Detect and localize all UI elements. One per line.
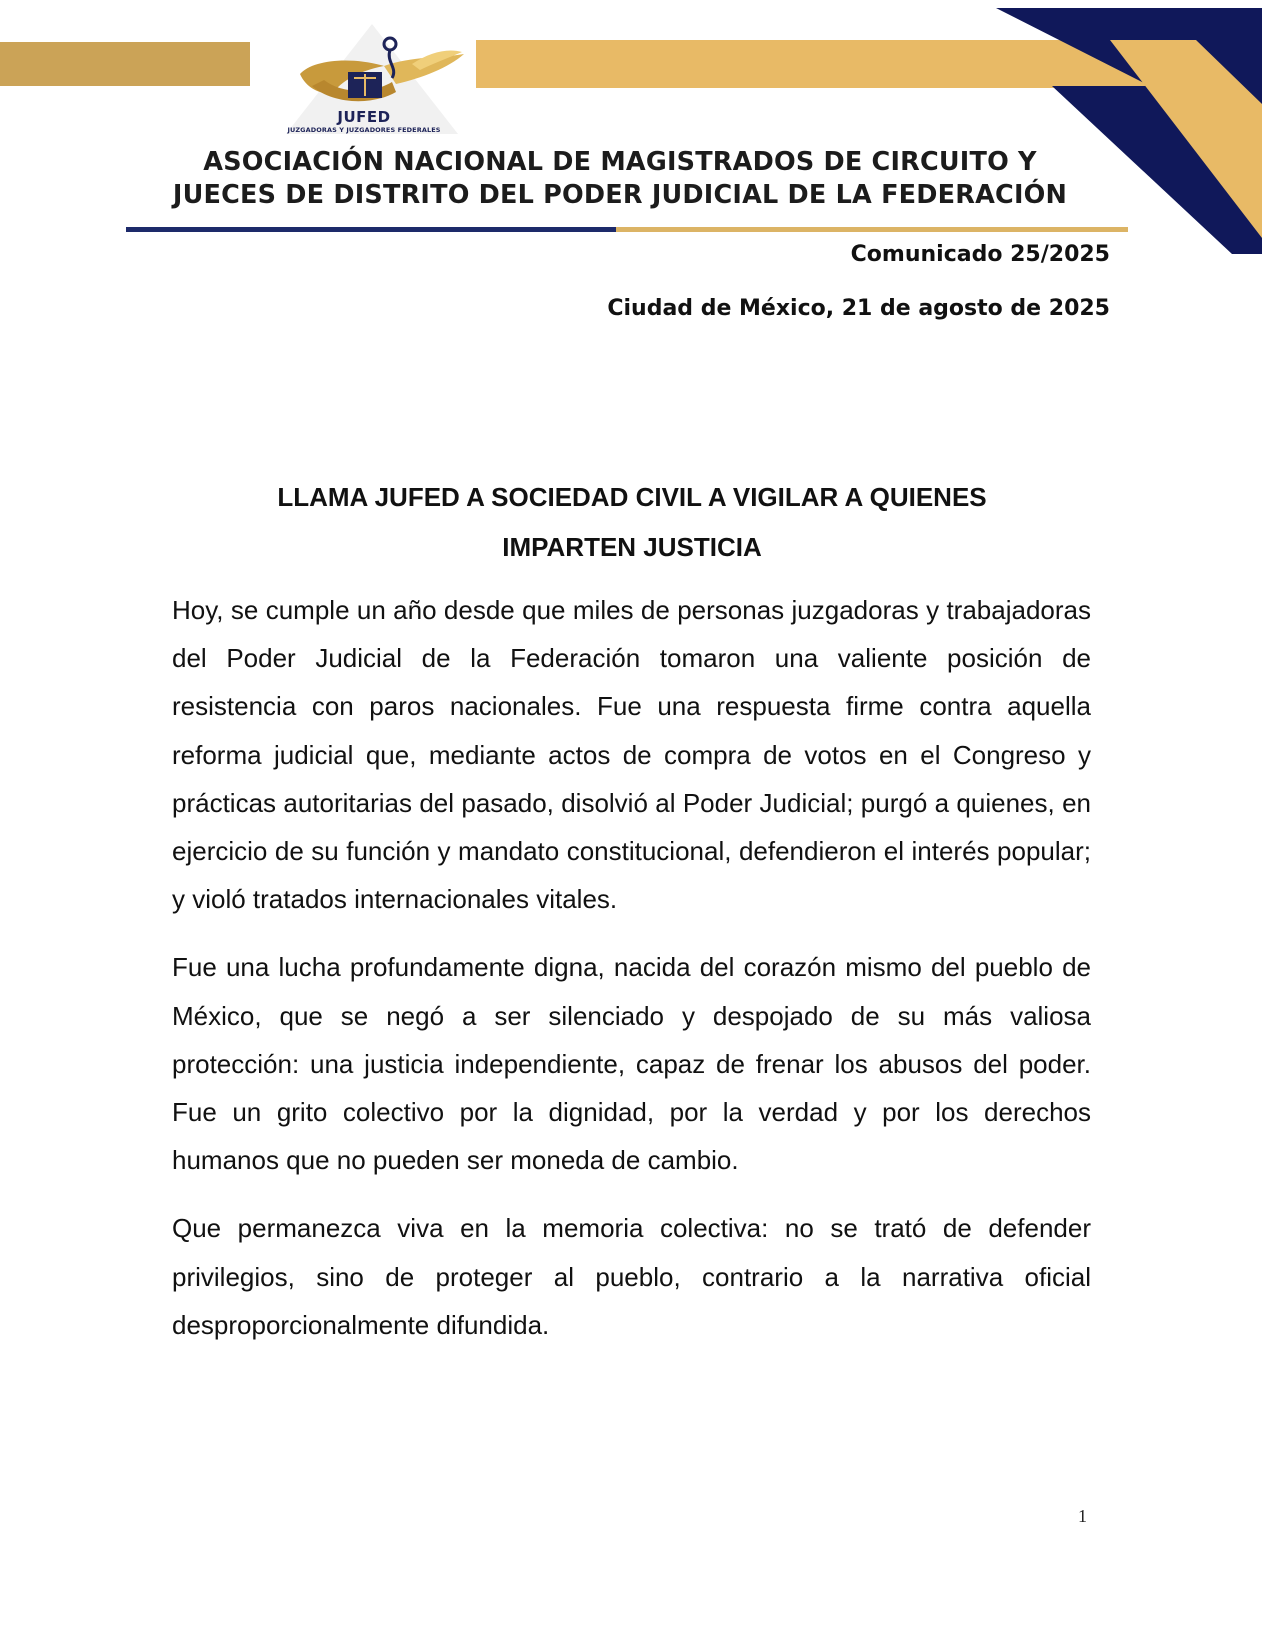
org-underline-navy (126, 227, 616, 232)
left-gold-band (0, 42, 250, 86)
place-and-date: Ciudad de México, 21 de agosto de 2025 (607, 296, 1110, 321)
document-title-line-2: IMPARTEN JUSTICIA (502, 532, 762, 562)
body-paragraph: Fue una lucha profundamente digna, nacida del corazón mismo del pueblo de México, que se negó a ser silenciado y despojado de su más valiosa protección: una justicia independiente, capaz de frenar los abusos del poder. Fue un grito colectivo por la dignidad, por la verdad y por los derechos humanos que no pueden ser moneda de cambio. (172, 952, 1091, 1176)
page-number: 1 (1078, 1506, 1087, 1526)
body-paragraph: Que permanezca viva en la memoria colectiva: no se trató de defender privilegios, sino de proteger al pueblo, contrario a la narrativa oficial desproporcionalmente difundida. (172, 1213, 1091, 1340)
document-title-line-1: LLAMA JUFED A SOCIEDAD CIVIL A VIGILAR A QUIENES (277, 482, 987, 512)
communique-number: Comunicado 25/2025 (850, 242, 1110, 267)
body-paragraph: Hoy, se cumple un año desde que miles de personas juzgadoras y trabajadoras del Poder Judicial de la Federación tomaron una valiente posición de resistencia con paros nacionales. Fue una respuesta firme contra aquella reforma judicial que, mediante actos de compra de votos en el Congreso y prácticas autoritarias del pasado, disolvió al Poder Judicial; purgó a quienes, en ejercicio de su función y mandato constitucional, defendieron el interés popular; y violó tratados internacionales vitales. (172, 595, 1091, 915)
org-underline-gold (616, 227, 1128, 232)
document-body (172, 586, 1091, 1369)
logo-wordmark: JUFED (337, 108, 391, 126)
organization-name-line-2: JUECES DE DISTRITO DEL PODER JUDICIAL DE LA FEDERACIÓN (172, 180, 1068, 210)
document-title (172, 472, 1092, 572)
logo-subtitle: JUZGADORAS Y JUZGADORES FEDERALES (287, 126, 441, 134)
header-decoration (0, 0, 1262, 260)
organization-name-line-1: ASOCIACIÓN NACIONAL DE MAGISTRADOS DE CIRCUITO Y (203, 147, 1037, 177)
organization-name (100, 146, 1140, 212)
